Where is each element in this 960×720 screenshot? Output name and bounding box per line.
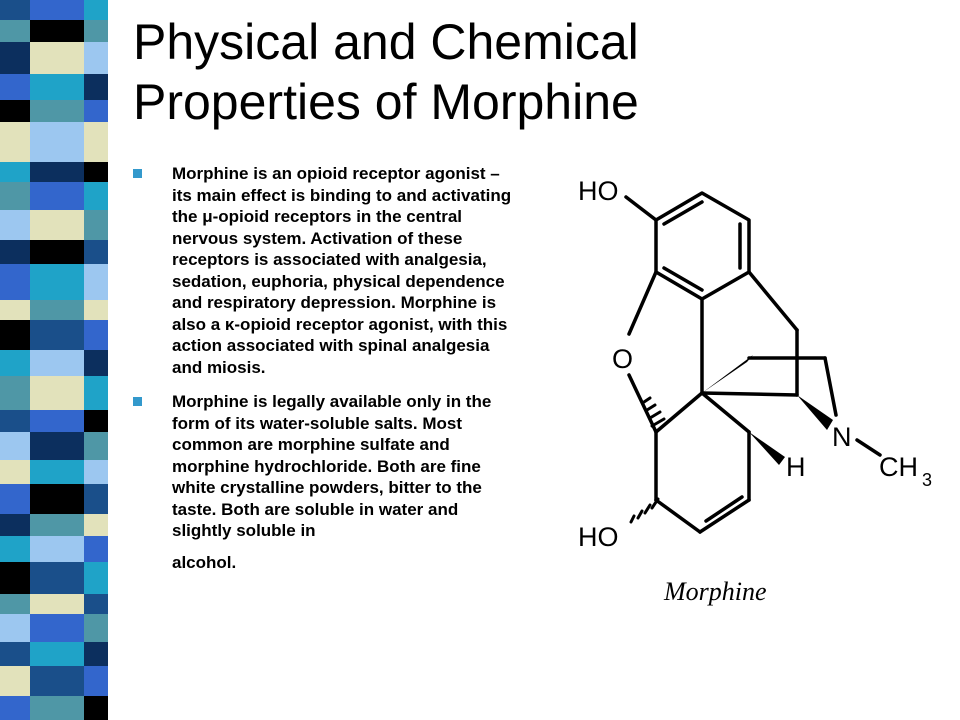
stripe-block bbox=[84, 460, 108, 484]
hashed-bond bbox=[645, 505, 650, 513]
stripe-block bbox=[0, 122, 30, 162]
skeleton-bond bbox=[825, 358, 836, 415]
stripe-block bbox=[30, 300, 84, 320]
stripe-block bbox=[30, 594, 84, 614]
stripe-block bbox=[0, 376, 30, 410]
hashed-bond bbox=[650, 412, 660, 418]
stripe-block bbox=[0, 562, 30, 594]
ether-bond bbox=[629, 375, 656, 432]
title-line-2: Properties of Morphine bbox=[133, 74, 639, 130]
stripe-block bbox=[0, 350, 30, 376]
stripe-block bbox=[30, 0, 84, 20]
stripe-block bbox=[84, 122, 108, 162]
stripe-block bbox=[30, 74, 84, 100]
atom-label-ho-top: HO bbox=[578, 176, 619, 206]
stripe-block bbox=[0, 642, 30, 666]
stripe-block bbox=[84, 74, 108, 100]
stripe-block bbox=[0, 514, 30, 536]
atom-label-hydrogen: H bbox=[786, 452, 806, 482]
stripe-block bbox=[84, 300, 108, 320]
stripe-block bbox=[84, 100, 108, 122]
stripe-block bbox=[84, 210, 108, 240]
stripe-block bbox=[30, 410, 84, 432]
stripe-block bbox=[30, 162, 84, 182]
stripe-block bbox=[30, 20, 84, 42]
stripe-block bbox=[30, 264, 84, 300]
stripe-block bbox=[84, 614, 108, 642]
stripe-block bbox=[30, 536, 84, 562]
atom-label-ho-bottom: HO bbox=[578, 522, 619, 552]
stripe-block bbox=[0, 594, 30, 614]
stripe-block bbox=[0, 696, 30, 720]
stripe-block bbox=[30, 210, 84, 240]
slide-title bbox=[133, 12, 933, 132]
bullet-item bbox=[133, 391, 513, 573]
stripe-block bbox=[84, 484, 108, 514]
bullet-text: Morphine is an opioid receptor agonist – its main effect is binding to and activating the μ-opioid receptors in the central nervous system. Activation of these receptors is associated with analgesia, sedation, euphoria, physical dependence and respiratory depression. Morphine is also a κ-opioid receptor agonist, with this action associated with spinal analgesia and miosis. bbox=[172, 164, 512, 377]
stripe-block bbox=[84, 264, 108, 300]
stripe-block bbox=[84, 696, 108, 720]
stripe-block bbox=[84, 432, 108, 460]
stripe-block bbox=[84, 514, 108, 536]
decorative-stripe bbox=[0, 0, 108, 720]
stripe-block bbox=[84, 0, 108, 20]
skeleton-bond bbox=[702, 393, 797, 395]
skeleton-bond bbox=[656, 393, 702, 432]
stripe-block bbox=[84, 410, 108, 432]
hashed-bond bbox=[644, 398, 650, 402]
stripe-block bbox=[0, 210, 30, 240]
stripe-block bbox=[0, 320, 30, 350]
stripe-block bbox=[30, 350, 84, 376]
bullet-text-last-line: alcohol. bbox=[172, 552, 237, 572]
hashed-bond bbox=[647, 405, 655, 410]
structure-caption: Morphine bbox=[664, 577, 767, 606]
stripe-block bbox=[0, 182, 30, 210]
title-line-1: Physical and Chemical bbox=[133, 14, 639, 70]
hashed-bond bbox=[638, 511, 642, 518]
skeleton-bond bbox=[749, 272, 797, 330]
stripe-block bbox=[0, 162, 30, 182]
skeleton-bond bbox=[700, 500, 749, 532]
methyl-bond bbox=[857, 440, 880, 455]
wedge-bond bbox=[749, 432, 785, 465]
stripe-block bbox=[84, 642, 108, 666]
square-bullet-icon bbox=[133, 169, 142, 178]
stripe-block bbox=[30, 100, 84, 122]
stripe-block bbox=[0, 410, 30, 432]
stripe-block bbox=[84, 666, 108, 696]
stripe-block bbox=[30, 376, 84, 410]
stripe-block bbox=[84, 162, 108, 182]
stripe-block bbox=[0, 484, 30, 514]
stripe-block bbox=[0, 20, 30, 42]
skeleton-bond bbox=[656, 500, 700, 532]
stripe-block bbox=[30, 240, 84, 264]
wedge-bond bbox=[797, 395, 833, 430]
stripe-block bbox=[30, 696, 84, 720]
stripe-block bbox=[30, 122, 84, 162]
stripe-block bbox=[84, 42, 108, 74]
stripe-block bbox=[0, 666, 30, 696]
stripe-block bbox=[30, 42, 84, 74]
bullet-text: Morphine is legally available only in the form of its water-soluble salts. Most common are morphine sulfate and morphine hydrochloride. Both are fine white crystalline powders, bitter to the taste. Both are soluble in water and slightly soluble in bbox=[172, 392, 492, 540]
stripe-block bbox=[0, 432, 30, 460]
wedge-bond bbox=[702, 355, 753, 393]
skeleton-bond bbox=[702, 393, 749, 432]
stripe-block bbox=[84, 562, 108, 594]
hydroxyl-bond bbox=[626, 197, 656, 220]
atom-label-methyl: CH bbox=[879, 452, 918, 482]
stripe-block bbox=[0, 264, 30, 300]
stripe-block bbox=[30, 182, 84, 210]
hashed-bond bbox=[631, 516, 634, 522]
atom-label-oxygen: O bbox=[612, 344, 634, 374]
stripe-block bbox=[30, 614, 84, 642]
stripe-block bbox=[0, 300, 30, 320]
square-bullet-icon bbox=[133, 397, 142, 406]
stripe-block bbox=[0, 74, 30, 100]
stripe-block bbox=[0, 240, 30, 264]
bullet-item bbox=[133, 163, 513, 378]
stripe-block bbox=[84, 376, 108, 410]
stripe-block bbox=[84, 594, 108, 614]
stripe-block bbox=[84, 240, 108, 264]
stripe-block bbox=[0, 0, 30, 20]
ether-bond bbox=[629, 272, 656, 334]
stripe-block bbox=[0, 614, 30, 642]
stripe-block bbox=[30, 432, 84, 460]
atom-label-nitrogen: N bbox=[832, 422, 852, 452]
stripe-block bbox=[0, 100, 30, 122]
stripe-block bbox=[30, 562, 84, 594]
stripe-block bbox=[30, 666, 84, 696]
stripe-block bbox=[84, 350, 108, 376]
aromatic-ring bbox=[656, 193, 749, 299]
stripe-block bbox=[0, 536, 30, 562]
stripe-block bbox=[0, 460, 30, 484]
stripe-block bbox=[30, 484, 84, 514]
stripe-block bbox=[30, 320, 84, 350]
stripe-block bbox=[84, 182, 108, 210]
stripe-block bbox=[30, 460, 84, 484]
stripe-block bbox=[30, 514, 84, 536]
stripe-block bbox=[84, 536, 108, 562]
stripe-block bbox=[84, 320, 108, 350]
morphine-structure-diagram bbox=[565, 150, 950, 570]
atom-label-subscript: 3 bbox=[922, 470, 933, 490]
stripe-block bbox=[0, 42, 30, 74]
stripe-block bbox=[84, 20, 108, 42]
bullet-list bbox=[133, 163, 513, 586]
stripe-block bbox=[30, 642, 84, 666]
